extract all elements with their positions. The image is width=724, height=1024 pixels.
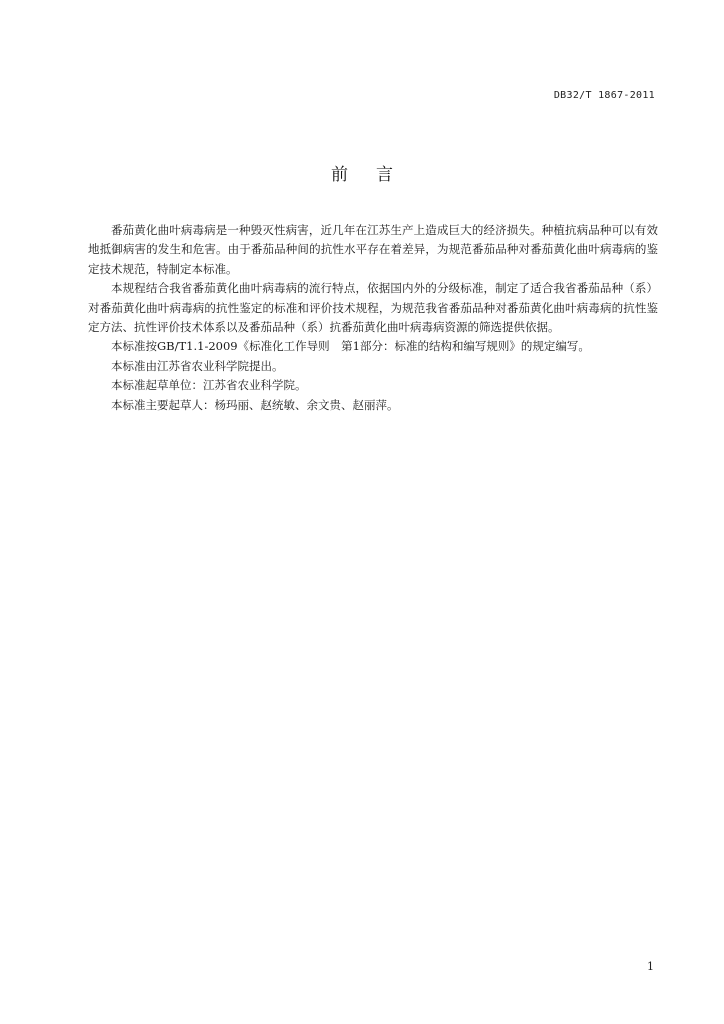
paragraph-intro: 番茄黄化曲叶病毒病是一种毁灭性病害，近几年在江苏生产上造成巨大的经济损失。种植抗病品种可以有效地抵御病害的发生和危害。由于番茄品种间的抗性水平存在着差异，为规范番茄品种对番茄黄化曲叶病毒病的鉴定技术规范，特制定本标准。 — [88, 223, 658, 276]
paragraph-drafters: 本标准主要起草人：杨玛丽、赵统敏、余文贵、赵丽萍。 — [111, 397, 399, 412]
page-title — [0, 160, 724, 185]
page-title-char-1: 前 — [331, 165, 348, 185]
standard-code: DB32/T 1867-2011 — [553, 90, 655, 101]
paragraph-scope: 本规程结合我省番茄黄化曲叶病毒病的流行特点，依据国内外的分级标准，制定了适合我省番茄品种（系）对番茄黄化曲叶病毒病的抗性鉴定的标准和评价技术规程，为规范我省番茄品种对番茄黄化曲叶病毒病的抗性鉴定方法、抗性评价技术体系以及番茄品种（系）抗番茄黄化曲叶病毒病资源的筛选提供依据。 — [88, 281, 658, 335]
foreword-body — [88, 221, 658, 415]
page-title-char-2: 言 — [376, 165, 393, 185]
page-number: 1 — [647, 960, 654, 973]
paragraph-proposer: 本标准由江苏省农业科学院提出。 — [111, 358, 284, 373]
paragraph-drafting-unit: 本标准起草单位：江苏省农业科学院。 — [111, 378, 307, 393]
paragraph-drafting-rules: 本标准按GB/T1.1-2009《标准化工作导则 第1部分：标准的结构和编写规则》的规定编写。 — [111, 339, 590, 354]
